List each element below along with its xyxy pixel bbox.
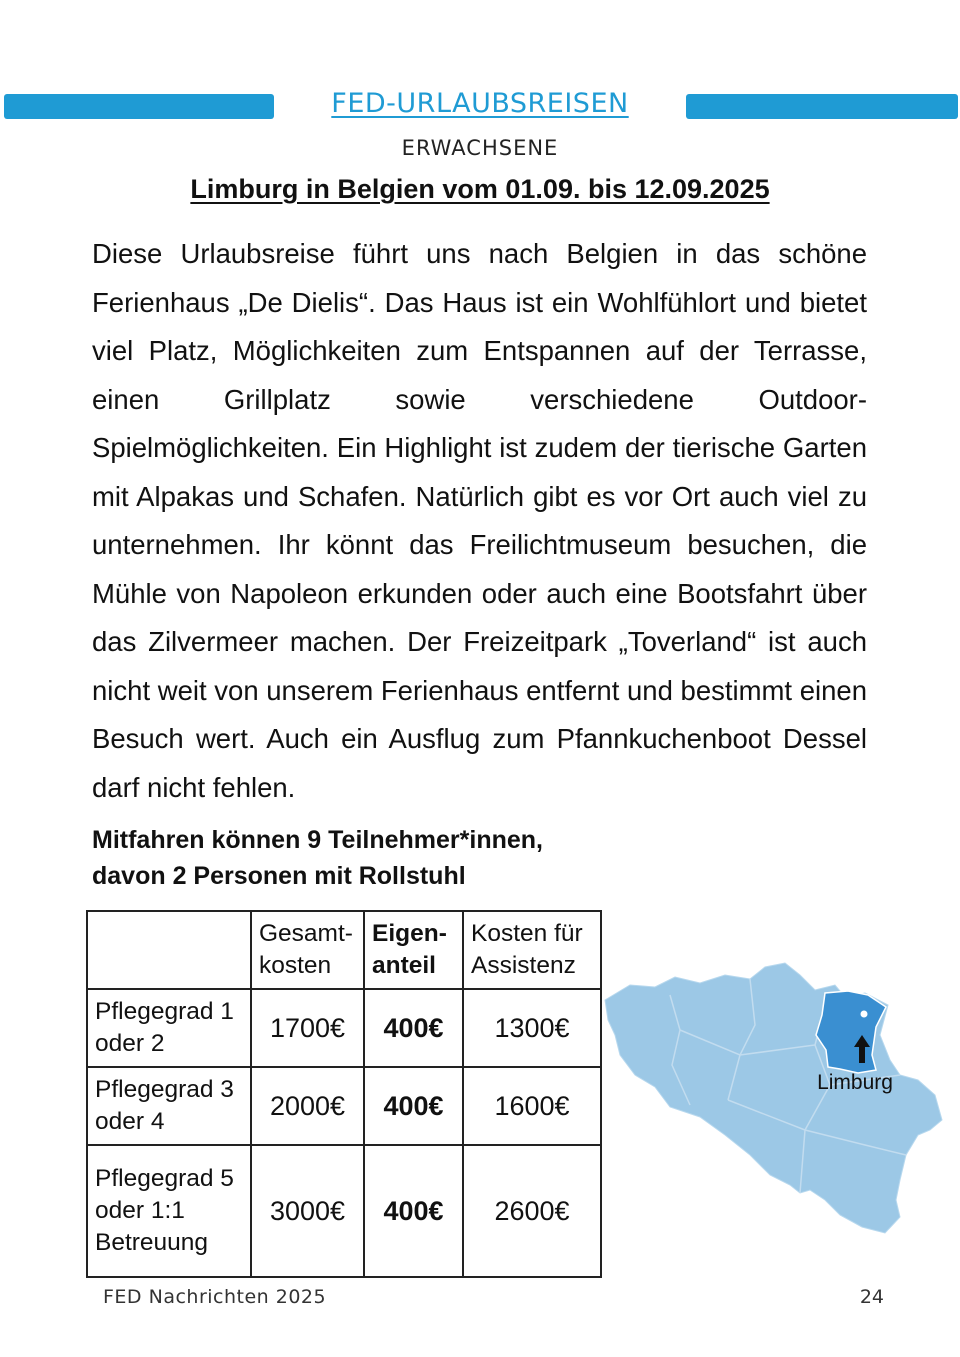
limburg-location-dot <box>861 1011 868 1018</box>
table-row <box>87 1067 601 1145</box>
row-label: Pflegegrad 1 oder 2 <box>87 989 251 1067</box>
belgium-country-shape <box>605 963 942 1233</box>
header-band-left <box>4 94 274 119</box>
header-own-share: Eigen-anteil <box>364 911 463 989</box>
own-share-value: 400€ <box>364 1067 463 1145</box>
participants-line-2: davon 2 Personen mit Rollstuhl <box>92 862 466 890</box>
assistance-cost-value: 1600€ <box>463 1067 601 1145</box>
total-cost-value: 3000€ <box>251 1145 364 1277</box>
participants-line-1: Mitfahren können 9 Teilnehmer*innen, <box>92 826 543 854</box>
assistance-cost-value: 2600€ <box>463 1145 601 1277</box>
table-header-row <box>87 911 601 989</box>
own-share-value: 400€ <box>364 989 463 1067</box>
own-share-value: 400€ <box>364 1145 463 1277</box>
assistance-cost-value: 1300€ <box>463 989 601 1067</box>
header-cell-empty <box>87 911 251 989</box>
table-row <box>87 989 601 1067</box>
footer-publication: FED Nachrichten 2025 <box>103 1286 327 1308</box>
row-label: Pflegegrad 5 oder 1:1 Betreuung <box>87 1145 251 1277</box>
header-total-costs: Gesamt-kosten <box>251 911 364 989</box>
trip-title: Limburg in Belgien vom 01.09. bis 12.09.2025 <box>190 174 770 204</box>
section-title: FED-URLAUBSREISEN <box>331 88 629 119</box>
belgium-map <box>600 955 945 1245</box>
total-cost-value: 2000€ <box>251 1067 364 1145</box>
page-number: 24 <box>859 1286 884 1308</box>
total-cost-value: 1700€ <box>251 989 364 1067</box>
participants-info <box>92 822 692 894</box>
section-subtitle: ERWACHSENE <box>401 136 559 160</box>
header-assistance-costs: Kosten für Assistenz <box>463 911 601 989</box>
table-row <box>87 1145 601 1277</box>
map-label-limburg: Limburg <box>817 1071 893 1094</box>
header-band-right <box>686 94 958 119</box>
row-label: Pflegegrad 3 oder 4 <box>87 1067 251 1145</box>
trip-description: Diese Urlaubsreise führt uns nach Belgien in das schöne Ferienhaus „De Dielis“. Das Haus ist ein Wohlfühlort und bietet viel Platz, Möglichkeiten zum Entspannen auf der Terrasse, einen Grillplatz sowie verschiedene Outdoor-Spielmöglichkeiten. Ein Highlight ist zudem der tierische Garten mit Alpakas und Schafen. Natürlich gibt es vor Ort auch viel zu unternehmen. Ihr könnt das Freilichtmuseum besuchen, die Mühle von Napoleon erkunden oder auch eine Bootsfahrt über das Zilvermeer machen. Der Freizeitpark „Toverland“ ist auch nicht weit von unserem Ferienhaus entfernt und bestimmt einen Besuch wert. Auch ein Ausflug zum Pfannkuchenboot Dessel darf nicht fehlen. <box>92 238 867 803</box>
costs-table <box>86 910 602 1278</box>
